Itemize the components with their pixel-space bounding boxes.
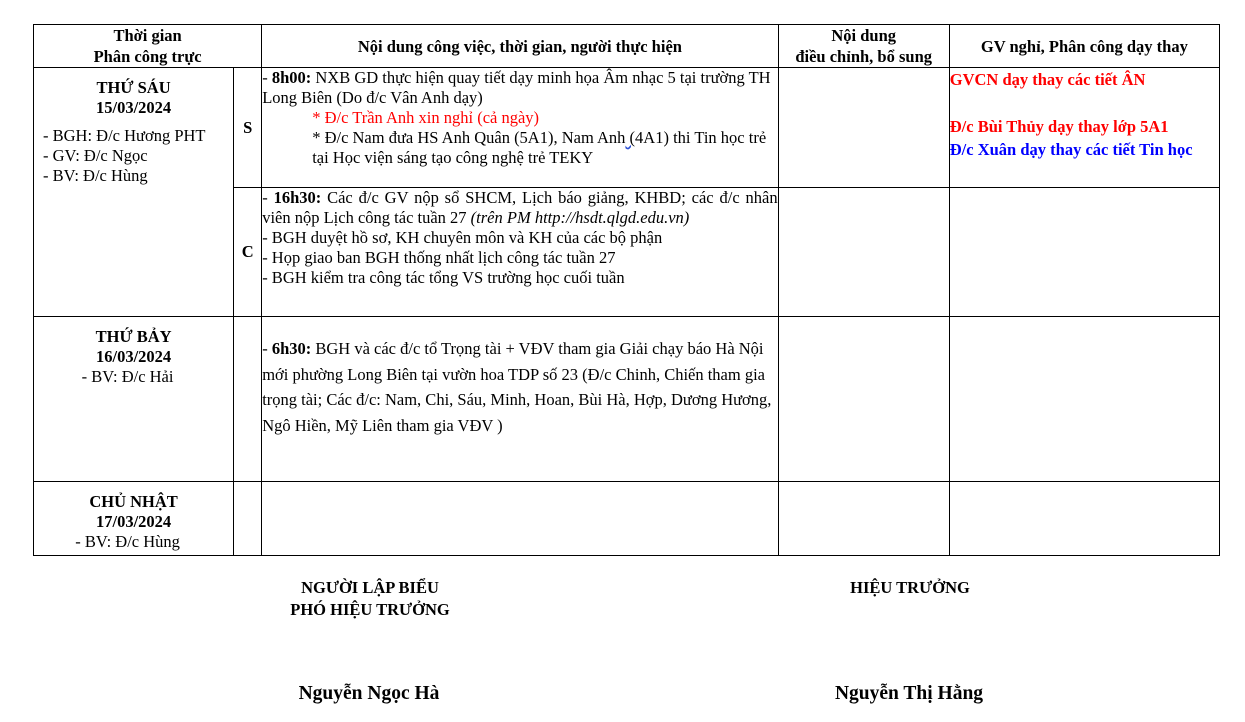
- friday-duty-gv: - GV: Đ/c Ngọc: [43, 146, 148, 165]
- sunday-day: CHỦ NHẬT: [89, 492, 178, 511]
- saturday-day: THỨ BẢY: [95, 327, 172, 346]
- friday-afternoon-item-3: - BGH kiểm tra công tác tổng VS trường học cuối tuần: [262, 268, 625, 287]
- saturday-date: 16/03/2024: [95, 347, 172, 366]
- friday-afternoon-adjust: [778, 188, 949, 317]
- friday-afternoon-text: Các đ/c GV nộp sổ SHCM, Lịch báo giảng, KHBD; các đ/c nhân viên nộp Lịch công tác tuần 27: [262, 188, 778, 227]
- header-substitute: GV nghỉ, Phân công dạy thay: [949, 25, 1219, 68]
- friday-morning-adjust: [778, 68, 949, 188]
- substitute-line-2: Đ/c Bùi Thủy dạy thay lớp 5A1: [949, 116, 1169, 136]
- footer-left-signature: Nguyễn Ngọc Hà: [298, 683, 440, 704]
- header-row: [34, 25, 1220, 68]
- header-time-duty: [34, 25, 262, 68]
- saturday-content: - 6h30: BGH và các đ/c tổ Trọng tài + VĐV tham gia Giải chạy báo Hà Nội mới phường Long Biên tại vườn hoa TDP số 23 (Đ/c Chinh, Chiến tham gia trọng tài; Các đ/c: Nam, Chi, Sáu, Minh, Hoan, Bùi Hà, Hợp, Dương Hương, Ngô Hiền, Mỹ Liên tham gia VĐV ): [262, 317, 778, 482]
- friday-duty-cell: [34, 68, 234, 317]
- friday-contest-note-c: 4A1) thi Tin học trẻ tại Học viện sáng tạo công nghệ trẻ TEKY: [312, 128, 767, 167]
- saturday-adjust: [778, 317, 949, 482]
- header-adjust-line2: điều chỉnh, bổ sung: [795, 47, 932, 66]
- header-time: Thời gian: [113, 26, 182, 45]
- friday-afternoon-substitute: [949, 188, 1219, 317]
- sunday-date: 17/03/2024: [95, 512, 172, 531]
- friday-afternoon-item-2: - Họp giao ban BGH thống nhất lịch công tác tuần 27: [262, 248, 616, 267]
- friday-morning-row: [34, 68, 1220, 188]
- saturday-time: 6h30:: [271, 339, 312, 358]
- substitute-line-1: GVCN dạy thay các tiết ÂN: [949, 70, 1146, 89]
- friday-absence-note: * Đ/c Trần Anh xin nghỉ (cả ngày): [312, 108, 540, 127]
- friday-afternoon-time: 16h30:: [273, 188, 322, 207]
- saturday-duty-bv: - BV: Đ/c Hải: [81, 367, 174, 386]
- friday-duty-bv: - BV: Đ/c Hùng: [43, 166, 148, 185]
- friday-duty-bgh: - BGH: Đ/c Hương PHT: [43, 126, 206, 145]
- saturday-row: [34, 317, 1220, 482]
- friday-substitute-cell: [949, 68, 1219, 188]
- footer-right-signature: Nguyễn Thị Hằng: [834, 683, 984, 704]
- friday-morning-text: NXB GD thực hiện quay tiết dạy minh họa Âm nhạc 5 tại trường TH Long Biên (Do đ/c Vân Anh dạy): [262, 68, 771, 107]
- session-afternoon: C: [234, 188, 262, 317]
- footer-left-title: [230, 577, 510, 621]
- saturday-text: BGH và các đ/c tổ Trọng tài + VĐV tham gia Giải chạy báo Hà Nội mới phường Long Biên tại vườn hoa TDP số 23 (Đ/c Chinh, Chiến tham gia trọng tài; Các đ/c: Nam, Chi, Sáu, Minh, Hoan, Bùi Hà, Hợp, Dương Hương, Ngô Hiền, Mỹ Liên tham gia VĐV ): [262, 339, 772, 435]
- saturday-session: [234, 317, 262, 482]
- sunday-content: [262, 482, 778, 556]
- footer-vice-principal-title: PHÓ HIỆU TRƯỞNG: [290, 600, 450, 619]
- friday-contest-note-a: * Đ/c Nam đưa HS Anh Quân (5A1), Nam Anh: [312, 128, 626, 147]
- sunday-row: [34, 482, 1220, 556]
- friday-morning-time: 8h00:: [271, 68, 312, 87]
- schedule-table: [33, 24, 1220, 556]
- footer-preparer-title: NGƯỜI LẬP BIỂU: [301, 578, 439, 597]
- saturday-duty-cell: [34, 317, 234, 482]
- friday-date: 15/03/2024: [95, 98, 172, 117]
- session-morning: S: [234, 68, 262, 188]
- header-adjust: [778, 25, 949, 68]
- friday-contest-note-b: (: [625, 128, 636, 147]
- sunday-session: [234, 482, 262, 556]
- friday-afternoon-content: - 16h30: Các đ/c GV nộp sổ SHCM, Lịch báo giảng, KHBD; các đ/c nhân viên nộp Lịch công tác tuần 27 (trên PM http://hsdt.qlgd.edu.vn) - BGH duyệt hồ sơ, KH chuyên môn và KH của các bộ phận - Họp giao ban BGH thống nhất lịch công tác tuần 27 - BGH kiểm tra công tác tổng VS trường học cuối tuần: [262, 188, 778, 317]
- friday-day: THỨ SÁU: [96, 78, 171, 97]
- sunday-adjust: [778, 482, 949, 556]
- sunday-substitute: [949, 482, 1219, 556]
- friday-morning-content: - 8h00: NXB GD thực hiện quay tiết dạy minh họa Âm nhạc 5 tại trường TH Long Biên (Do đ/c Vân Anh dạy) * Đ/c Trần Anh xin nghỉ (cả ngày) * Đ/c Nam đưa HS Anh Quân (5A1), Nam Anh (4A1) thi Tin học trẻ tại Học viện sáng tạo công nghệ trẻ TEKY: [262, 68, 778, 188]
- sunday-duty-bv: - BV: Đ/c Hùng: [75, 532, 180, 551]
- friday-afternoon-item-1: - BGH duyệt hồ sơ, KH chuyên môn và KH của các bộ phận: [262, 228, 663, 247]
- sunday-duty-cell: [34, 482, 234, 556]
- saturday-substitute: [949, 317, 1219, 482]
- header-content: Nội dung công việc, thời gian, người thực hiện: [262, 25, 778, 68]
- header-adjust-line1: Nội dung: [831, 26, 896, 45]
- footer-principal-title: HIỆU TRƯỞNG: [850, 578, 970, 597]
- substitute-line-3: Đ/c Xuân dạy thay các tiết Tin học: [949, 140, 1193, 159]
- header-duty: Phân công trực: [93, 47, 202, 66]
- friday-afternoon-link: (trên PM http://hsdt.qlgd.edu.vn): [470, 208, 690, 227]
